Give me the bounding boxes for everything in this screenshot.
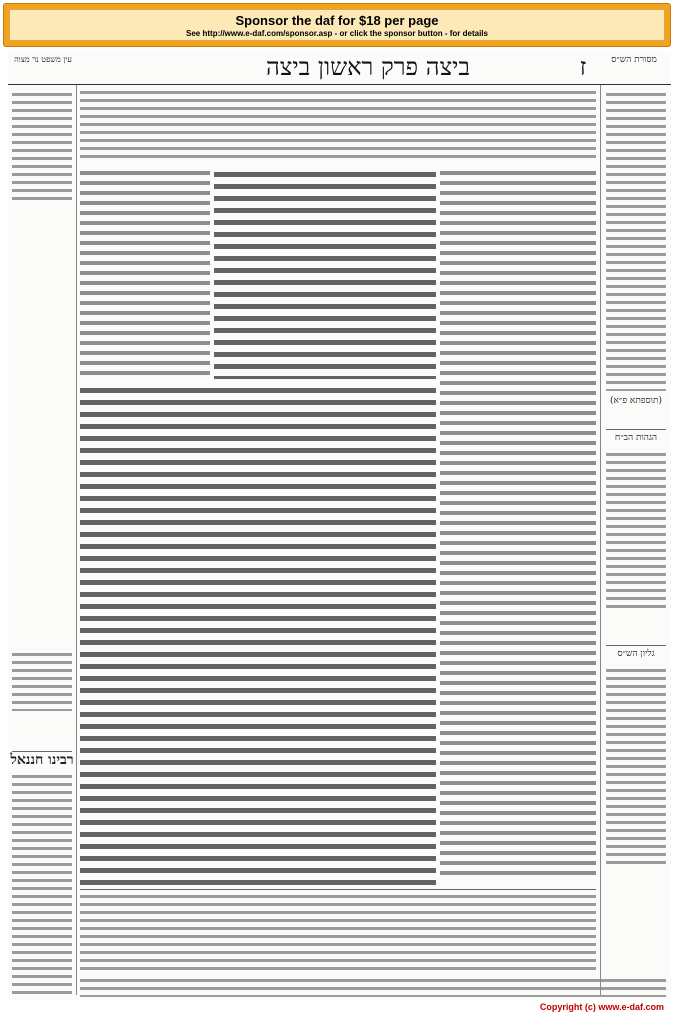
ein-mishpat-text [12,651,72,711]
sponsor-banner-inner[interactable] [9,9,665,41]
hagahot-habach-label: הגהות הב״ח [614,433,658,443]
footer-notes-text [80,977,666,997]
rabbeinu-chananel-heading: רבינו חננאל [10,752,74,768]
right-margin-divider [600,85,601,995]
hagahot-divider [606,429,666,430]
rabbeinu-chananel-text [12,773,72,995]
tosafot-text [80,169,210,379]
hagahot-habach-text [606,451,666,611]
ein-mishpat-label: עין משפט נר מצוה [14,55,72,64]
gilyon-divider [606,645,666,646]
sponsor-title[interactable]: Sponsor the daf for $18 per page [235,13,439,28]
bottom-divider [80,889,596,890]
sponsor-banner[interactable] [3,3,671,47]
header-divider [8,84,671,85]
rashi-text [440,169,596,879]
tosefta-label: (תוספתא פ״א) [610,396,662,406]
sponsor-subtitle[interactable]: See http://www.e-daf.com/sponsor.asp - or click the sponsor button - for details [186,29,488,38]
gilyon-hashas-text [606,667,666,867]
gemara-text-wide [80,385,436,885]
copyright-link[interactable]: Copyright (c) www.e-daf.com [539,1002,664,1012]
top-commentary-text [80,89,596,161]
talmud-page [8,51,671,1000]
gemara-text [214,169,436,379]
gilyon-hashas-label: גליון הש״ס [617,649,655,659]
page-number: ז [579,53,587,81]
bottom-commentary-text [80,893,596,973]
ein-mishpat-text [12,91,72,201]
left-margin-divider [76,85,77,995]
page-title: ביצה פרק ראשון ביצה [265,53,470,81]
mesoret-hashas-text [606,91,666,391]
mesoret-hashas-label: מסורת הש״ס [611,55,657,65]
